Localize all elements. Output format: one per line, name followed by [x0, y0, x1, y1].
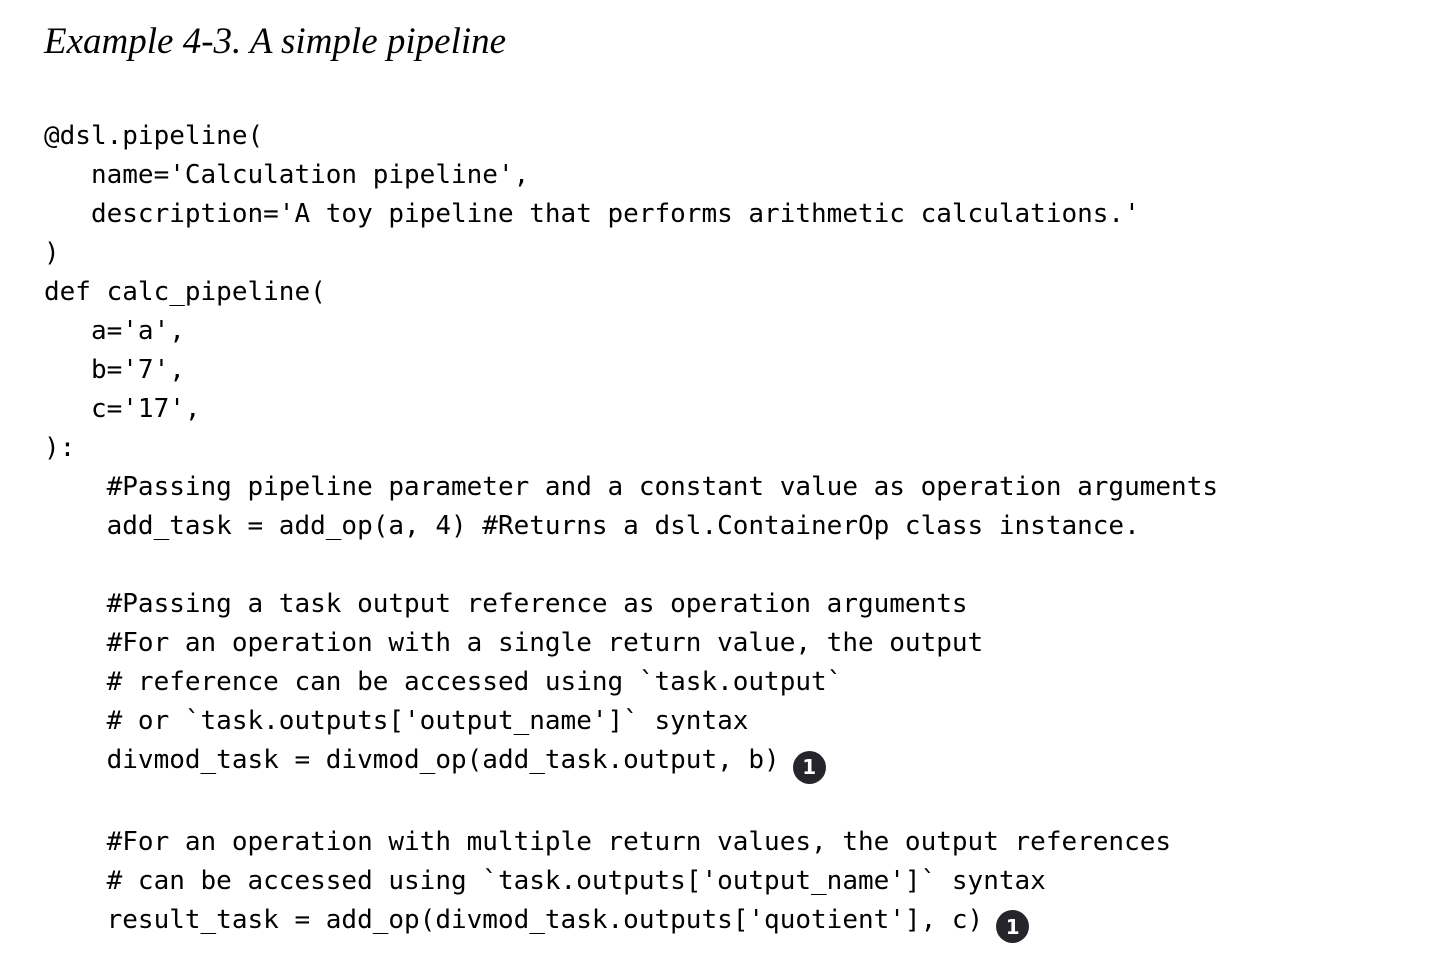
example-caption: Example 4-3. A simple pipeline [44, 21, 507, 62]
code-line [44, 468, 1388, 507]
callout-1-icon: 1 [996, 910, 1029, 943]
code-line [44, 741, 1388, 784]
code-text: ): [44, 433, 76, 463]
code-line [44, 273, 1388, 312]
code-text: result_task = add_op(divmod_task.outputs['quotient'], c) [44, 904, 984, 935]
code-line [44, 390, 1388, 429]
code-line [44, 195, 1388, 234]
code-line-blank [44, 546, 1388, 585]
code-line [44, 117, 1388, 156]
code-text: def calc_pipeline( [44, 277, 326, 307]
code-text: #Passing a task output reference as operation arguments [44, 589, 968, 619]
code-line [44, 351, 1388, 390]
code-line [44, 823, 1388, 862]
code-text: @dsl.pipeline( [44, 121, 264, 151]
code-text: b='7', [44, 355, 185, 385]
code-line [44, 585, 1388, 624]
code-line [44, 507, 1388, 546]
code-text: add_task = add_op(a, 4) #Returns a dsl.ContainerOp class instance. [44, 511, 1140, 541]
code-text: # or `task.outputs['output_name']` syntax [44, 706, 749, 736]
code-line [44, 663, 1388, 702]
code-line [44, 901, 1388, 944]
code-line-blank [44, 784, 1388, 823]
code-text: #Passing pipeline parameter and a constant value as operation arguments [44, 472, 1218, 502]
code-line [44, 312, 1388, 351]
callout-1-icon: 1 [793, 751, 826, 784]
code-text: name='Calculation pipeline', [44, 160, 530, 190]
code-text: c='17', [44, 394, 201, 424]
code-line [44, 862, 1388, 901]
code-line [44, 624, 1388, 663]
code-text: divmod_task = divmod_op(add_task.output, b) [44, 745, 780, 775]
code-line [44, 429, 1388, 468]
code-text: # can be accessed using `task.outputs['output_name']` syntax [44, 865, 1046, 896]
code-line [44, 702, 1388, 741]
code-text: #For an operation with multiple return values, the output references [44, 826, 1172, 857]
code-text: # reference can be accessed using `task.output` [44, 667, 843, 697]
code-text: ) [44, 238, 60, 268]
code-line [44, 234, 1388, 273]
code-block [44, 117, 1388, 943]
code-text: description='A toy pipeline that performs arithmetic calculations.' [44, 199, 1140, 229]
code-line [44, 156, 1388, 195]
code-text: #For an operation with a single return value, the output [44, 628, 984, 658]
code-text: a='a', [44, 316, 185, 346]
